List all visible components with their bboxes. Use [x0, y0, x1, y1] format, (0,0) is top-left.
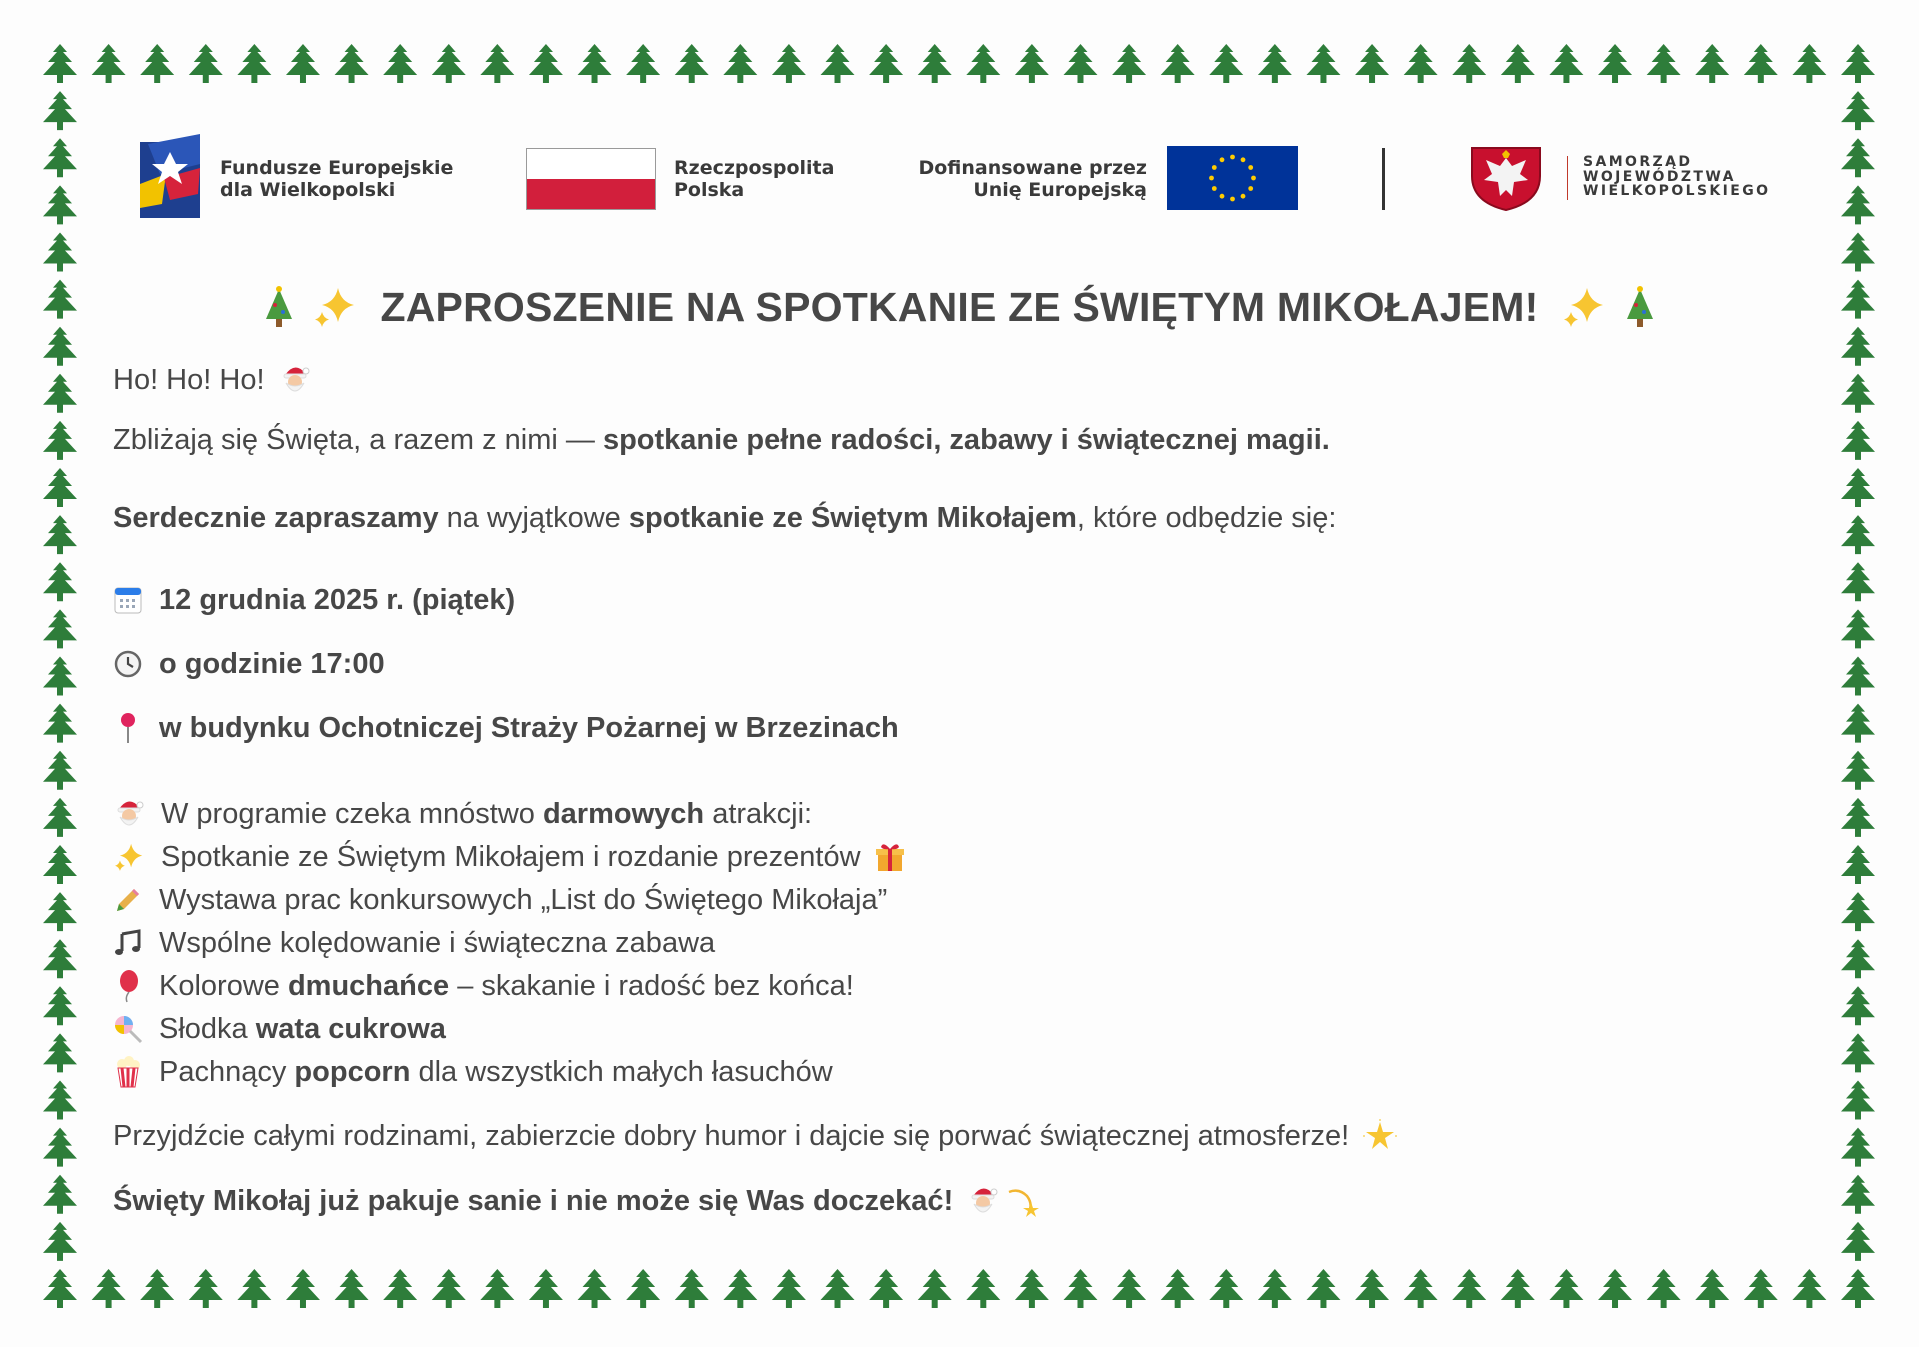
sw-line-2: WOJEWÓDZTWA	[1583, 168, 1736, 185]
program-intro-line	[113, 796, 812, 832]
fundusze-europejskie-logo	[140, 134, 204, 218]
lollipop-icon	[113, 1014, 143, 1044]
eu-star-icon	[1212, 186, 1217, 191]
program-item-4-b: dmuchańce	[287, 970, 450, 1002]
program-intro-a: W programie czeka mnóstwo	[161, 798, 543, 830]
program-item-4-a: Kolorowe	[159, 970, 288, 1002]
rp-line-1: Rzeczpospolita	[674, 157, 835, 179]
eu-star-icon	[1220, 157, 1225, 162]
invite-text-2: , które odbędzie się:	[1076, 502, 1337, 534]
sparkles-icon	[113, 841, 145, 873]
greeting-line	[113, 362, 311, 398]
dizzy-icon	[1005, 1184, 1039, 1218]
closing-line	[113, 1118, 1397, 1154]
intro-line	[113, 422, 1330, 458]
balloon-icon	[113, 969, 143, 1003]
fe-logo-text	[220, 157, 453, 201]
program-intro-c: atrakcji:	[704, 798, 813, 830]
program-item-2	[113, 882, 887, 918]
program-item-1	[113, 839, 905, 875]
event-place: w budynku Ochotniczej Straży Pożarnej w Brzezinach	[159, 712, 899, 744]
program-item-5-b: wata cukrowa	[255, 1013, 446, 1045]
program-item-6-b: popcorn	[294, 1056, 411, 1088]
eu-star-icon	[1241, 157, 1246, 162]
program-item-2-text: Wystawa prac konkursowych „List do Świętego Mikołaja”	[159, 884, 888, 916]
event-place-line	[113, 710, 899, 746]
program-item-5	[113, 1011, 446, 1047]
program-item-4-c: – skakanie i radość bez końca!	[449, 970, 854, 1002]
intro-text: Zbliżają się Święta, a razem z nimi —	[113, 424, 603, 456]
rp-line-2: Polska	[674, 179, 745, 201]
popcorn-icon	[113, 1056, 143, 1088]
eu-star-icon	[1248, 165, 1253, 170]
eu-star-icon	[1230, 155, 1235, 160]
santa-icon	[113, 797, 145, 831]
event-time: o godzinie 17:00	[159, 648, 385, 680]
clock-icon	[113, 649, 143, 679]
invite-line	[113, 500, 1336, 536]
eu-star-icon	[1241, 194, 1246, 199]
eu-flag	[1167, 146, 1298, 210]
title-row	[0, 281, 1919, 333]
eu-star-icon	[1248, 186, 1253, 191]
final-text: Święty Mikołaj już pakuje sanie i nie może się Was doczekać!	[113, 1185, 954, 1217]
pencil-icon	[113, 885, 143, 915]
invite-bold-2: spotkanie ze Świętym Mikołajem	[628, 502, 1077, 534]
eu-star-icon	[1209, 176, 1214, 181]
sparkles-icon	[312, 284, 358, 330]
program-item-6-a: Pachnący	[159, 1056, 295, 1088]
program-intro-b: darmowych	[542, 798, 705, 830]
calendar-icon	[113, 585, 143, 615]
eu-star-icon	[1251, 176, 1256, 181]
intro-bold: spotkanie pełne radości, zabawy i świątecznej magii.	[602, 424, 1330, 456]
eu-line-2: Unię Europejską	[973, 179, 1147, 201]
eu-star-icon	[1230, 197, 1235, 202]
sw-line-3: WIELKOPOLSKIEGO	[1583, 183, 1771, 199]
final-line	[113, 1183, 1039, 1219]
eu-line-1: Dofinansowane przez	[918, 157, 1147, 179]
eu-star-icon	[1220, 194, 1225, 199]
glowing-star-icon	[1363, 1119, 1397, 1153]
fe-line-2: dla Wielkopolski	[220, 179, 396, 201]
santa-icon	[967, 1184, 999, 1218]
greeting-text: Ho! Ho! Ho!	[113, 364, 265, 396]
event-date: 12 grudnia 2025 r. (piątek)	[159, 584, 516, 616]
program-item-1-text: Spotkanie ze Świętym Mikołajem i rozdanie prezentów	[161, 841, 861, 873]
polish-flag	[526, 148, 656, 210]
pushpin-icon	[113, 711, 143, 745]
program-item-3	[113, 925, 715, 961]
program-item-5-a: Słodka	[159, 1013, 256, 1045]
page-title: ZAPROSZENIE NA SPOTKANIE ZE ŚWIĘTYM MIKOŁAJEM!	[380, 283, 1539, 330]
program-item-6-c: dla wszystkich małych łasuchów	[410, 1056, 833, 1088]
eu-star-icon	[1212, 165, 1217, 170]
samorzad-divider	[1567, 156, 1568, 200]
rp-logo-text	[674, 157, 834, 201]
program-item-4	[113, 968, 854, 1004]
musical-notes-icon	[113, 928, 143, 958]
program-item-6	[113, 1054, 833, 1090]
fe-line-1: Fundusze Europejskie	[220, 157, 454, 179]
wielkopolska-crest-icon	[1468, 146, 1544, 212]
christmas-tree-icon	[1623, 285, 1657, 329]
event-time-line	[113, 646, 385, 682]
santa-icon	[279, 363, 311, 397]
gift-icon	[875, 841, 905, 873]
sw-line-1: SAMORZĄD	[1583, 154, 1693, 170]
christmas-tree-icon	[262, 285, 296, 329]
event-date-line	[113, 582, 515, 618]
invite-bold-1: Serdecznie zapraszamy	[113, 502, 439, 534]
invite-text-1: na wyjątkowe	[438, 502, 629, 534]
logo-divider	[1382, 148, 1385, 210]
program-item-3-text: Wspólne kolędowanie i świąteczna zabawa	[159, 927, 716, 959]
eu-logo-text	[900, 157, 1147, 201]
sparkles-icon	[1561, 284, 1607, 330]
closing-text: Przyjdźcie całymi rodzinami, zabierzcie dobry humor i dajcie się porwać świątecznej atmosferze!	[113, 1120, 1350, 1152]
samorzad-logo-text	[1583, 155, 1770, 199]
